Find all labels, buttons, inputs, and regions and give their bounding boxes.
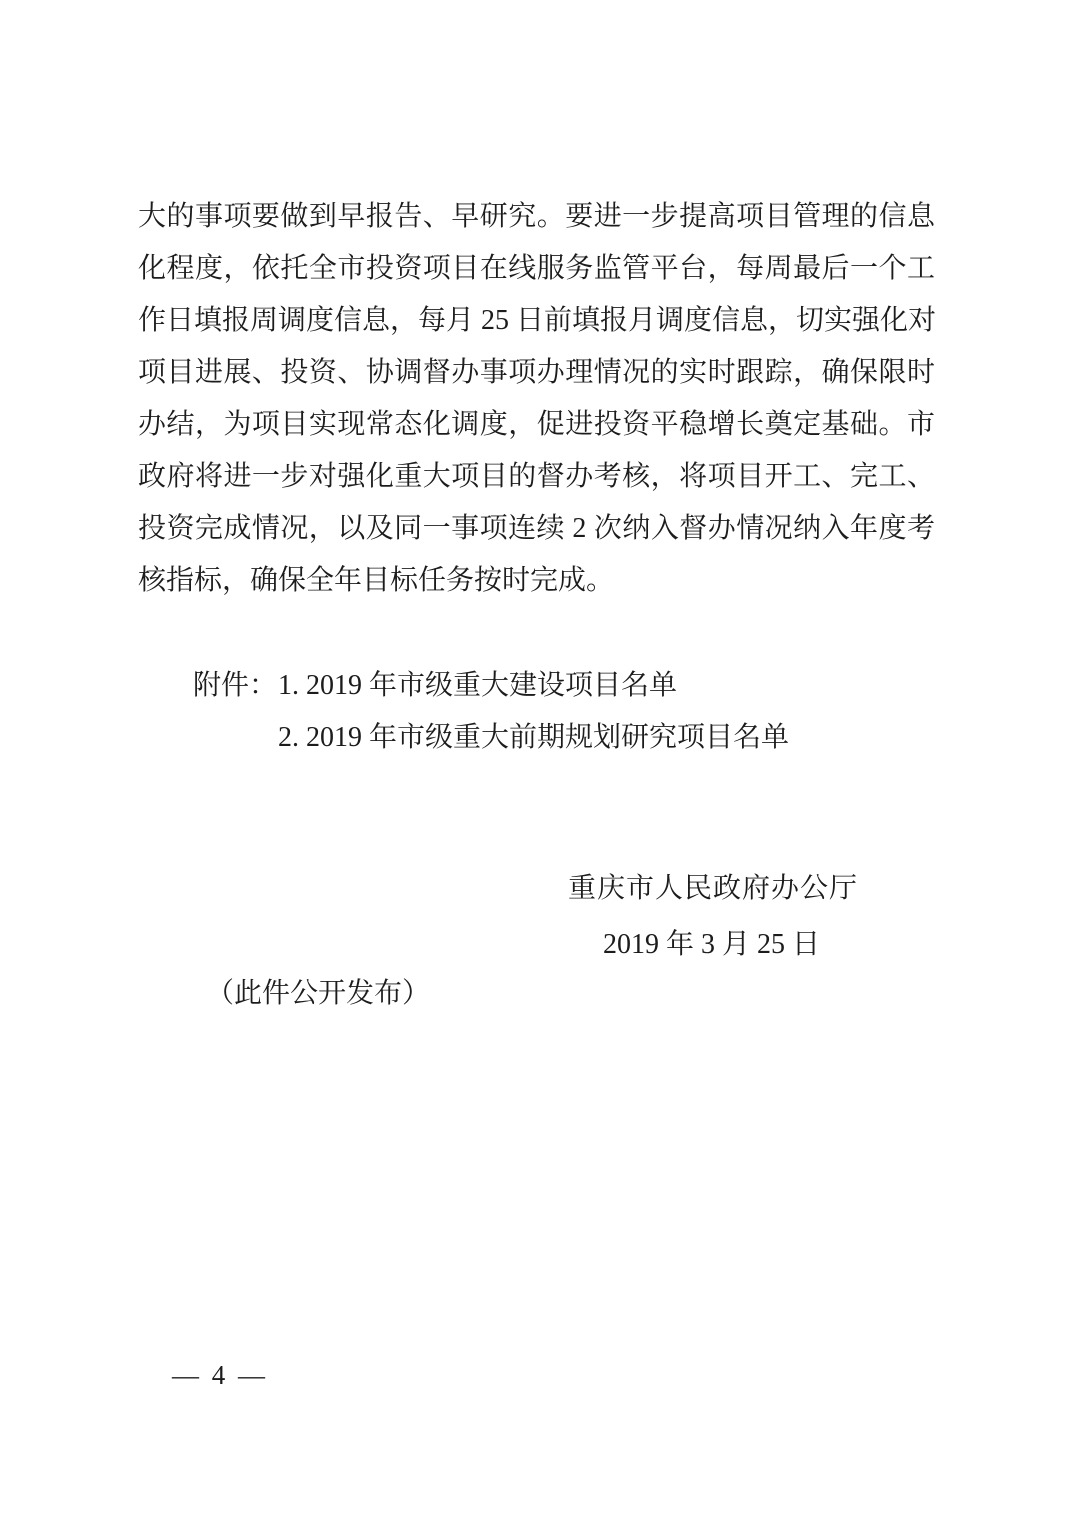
signature-date: 2019 年 3 月 25 日: [603, 929, 821, 960]
body-line: 政府将进一步对强化重大项目的督办考核，将项目开工、完工、: [138, 461, 935, 492]
body-line: 项目进展、投资、协调督办事项办理情况的实时跟踪，确保限时: [138, 357, 935, 388]
attachment-item-1: 1. 2019 年市级重大建设项目名单: [278, 670, 678, 701]
body-line: 办结，为项目实现常态化调度，促进投资平稳增长奠定基础。市: [138, 409, 935, 440]
body-line: 投资完成情况，以及同一事项连续 2 次纳入督办情况纳入年度考: [138, 513, 935, 544]
body-paragraph: [138, 191, 935, 607]
signature-organization: 重庆市人民政府办公厅: [568, 873, 859, 904]
attachment-item-2: 2. 2019 年市级重大前期规划研究项目名单: [278, 722, 790, 753]
attachments-block: [193, 660, 789, 764]
page-number: — 4 —: [172, 1360, 268, 1390]
body-line: 核指标，确保全年目标任务按时完成。: [138, 565, 615, 596]
body-line: 化程度，依托全市投资项目在线服务监管平台，每周最后一个工: [138, 253, 935, 284]
public-release-note: （此件公开发布）: [206, 978, 431, 1009]
attachments-label: 附件：: [193, 670, 278, 701]
body-line: 作日填报周调度信息，每月 25 日前填报月调度信息，切实强化对: [138, 305, 937, 336]
body-line: 大的事项要做到早报告、早研究。要进一步提高项目管理的信息: [138, 201, 935, 232]
